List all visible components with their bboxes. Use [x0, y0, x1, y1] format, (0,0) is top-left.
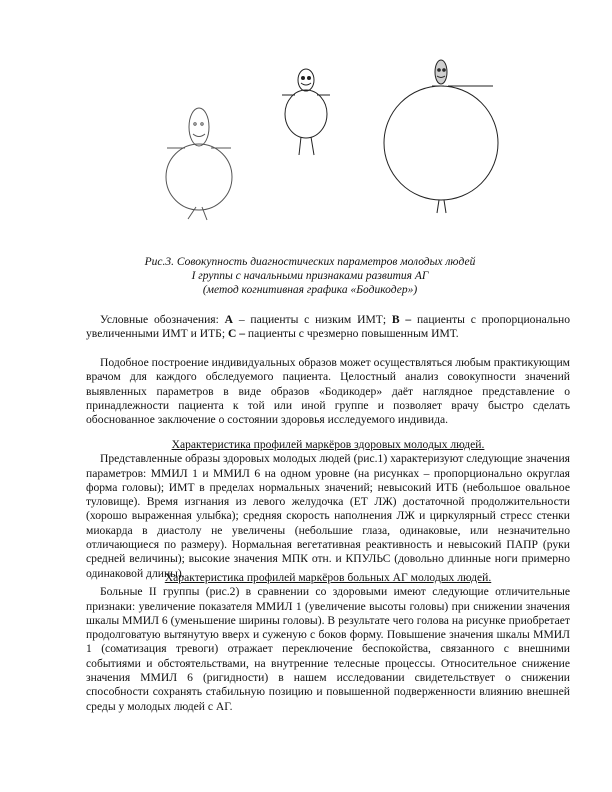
figure-c-eye-left: [438, 69, 441, 72]
caption-line-3: (метод когнитивная графика «Бодикодер»): [202, 284, 418, 296]
figure-a-eye-right: [201, 123, 203, 125]
figure-b-head: [298, 69, 314, 91]
legend-c-text: пациенты с чрезмерно повышенным ИМТ.: [245, 327, 459, 341]
healthy-text: Представленные образы здоровых молодых людей (рис.1) характеризуют следующие значения параметров: ММИЛ 1 и ММИЛ 6 на одном уровне (на рисунках – пропорционально округлая форма головы); ИМТ в пределах нормальных значений; невысокий ИТБ (небольшое овальное туловище). Время изгнания из левого желудочка (ЕТ ЛЖ) достаточной продолжительности (хорошо выраженная улыбка); средняя скорость наполнения ЛЖ и циркулярный стресс стенки миокарда в диастолу не увеличены (небольшие глаза, одинаковые, или незначительно отличающиеся по размеру). Нормальная вегетативная реактивность и невысокий ПАПР (руки средней величины); высокие значения МПК отн. и КПУЛЬС (довольно длинные ноги примерно одинаковой длины).: [86, 452, 570, 580]
figure-b-eye-right: [308, 77, 311, 80]
figure-b-mouth: [301, 83, 311, 85]
figure-a-eye-left: [194, 123, 196, 125]
figure-b-torso: [285, 90, 327, 138]
legend-a-letter: А: [224, 313, 234, 326]
ill-section: [86, 571, 570, 714]
ill-text: Больные II группы (рис.2) в сравнении со здоровыми имеют следующие отличительные признаки: увеличение показателя ММИЛ 1 (увеличение высоты головы) при снижении значения шкалы ММИЛ 6 (уменьшение ширины головы). В результате чего голова на рисунке приобретает продолговатую вытянутую вверх и суженую с боков форму. Повышение значения шкалы ММИЛ 1 (соматизация тревоги) отражает переключение беспокойства, связанного с внешними событиями и обстоятельствами, на внутренние телесные процессы. Относительное снижение значения ММИЛ 6 (ригидности) в нашем исследовании свидетельствует о снижении способности сохранять стабильную позицию и повышенной подверженности влиянию внешней среды у молодых людей с АГ.: [86, 585, 570, 713]
figure-c-leg-right: [444, 200, 446, 213]
ill-heading: Характеристика профилей маркёров больных АГ молодых людей.: [164, 571, 492, 584]
figure-b-eye-left: [302, 77, 305, 80]
caption-line-2: I группы с начальными признаками развития АГ: [191, 270, 429, 282]
healthy-heading: Характеристика профилей маркёров здоровых молодых людей.: [171, 438, 485, 451]
figure-caption: [100, 255, 520, 297]
bodycoder-drawing: [0, 0, 612, 250]
figure-a-head: [189, 108, 209, 146]
figure-c-eye-right: [443, 69, 446, 72]
legend-b-letter: В –: [391, 313, 412, 326]
figure-c-head: [435, 60, 447, 84]
figure-a-torso: [166, 144, 232, 210]
legend-b-text: пациенты с пропорционально увеличенными ИМТ и ИТБ;: [86, 313, 571, 341]
figure-c-torso: [384, 86, 498, 200]
healthy-section: [86, 438, 570, 581]
paragraph-2: Подобное построение индивидуальных образов может осуществляться любым практикующим врачом для каждого обследуемого пациента. Целостный анализ совокупности значений выявленных параметров в виде образов «Бодикодер» даёт наглядное представление о принадлежности пациента к той или иной группе и позволяет врачу быстро сделать обоснованное заключение о состоянии здоровья исследуемого индивида.: [86, 356, 570, 427]
figure-c: [384, 60, 498, 213]
figure-b: [282, 69, 330, 155]
caption-line-1: Рис.3. Совокупность диагностических параметров молодых людей: [144, 256, 476, 268]
figure-c-leg-left: [437, 200, 439, 213]
figure-a: [166, 108, 232, 220]
legend-a-text: – пациенты с низким ИМТ;: [233, 313, 392, 326]
legend-c-letter: С –: [227, 327, 246, 341]
legend-paragraph: [86, 313, 570, 342]
individual-images-paragraph: [86, 356, 570, 427]
figure-a-mouth: [193, 134, 205, 137]
figure-b-leg-right: [311, 137, 314, 155]
legend-prefix: Условные обозначения:: [100, 313, 225, 326]
figure-b-leg-left: [299, 137, 301, 155]
bodycoder-figures: [0, 0, 612, 250]
